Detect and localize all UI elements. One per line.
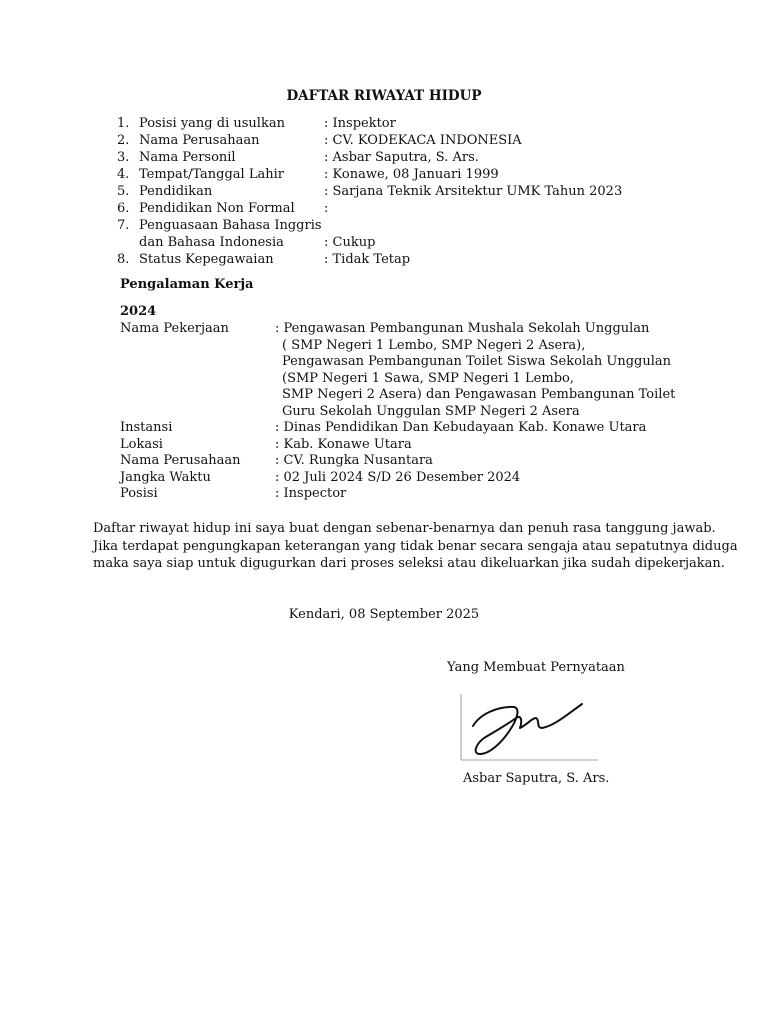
- job-value: : Kab. Konawe Utara: [275, 436, 412, 452]
- row-number: 7.: [117, 218, 130, 233]
- row-label: Status Kepegawaian: [139, 252, 274, 267]
- row-number: 8.: [117, 252, 130, 267]
- row-label: Pendidikan: [139, 184, 213, 199]
- job-value: : CV. Rungka Nusantara: [275, 453, 433, 468]
- declaration-line: Daftar riwayat hidup ini saya buat dengan sebenar-benarnya dan penuh rasa tanggung jawab.: [93, 521, 716, 536]
- row-value: : Sarjana Teknik Arsitektur UMK Tahun 2023: [324, 184, 623, 199]
- declaration-line: Jika terdapat pengungkapan keterangan yang tidak benar secara sengaja atau sepatutnya diduga: [93, 538, 738, 554]
- signer-name: Asbar Saputra, S. Ars.: [463, 771, 610, 786]
- job-label: Nama Perusahaan: [120, 453, 241, 468]
- row-number: 4.: [117, 167, 130, 182]
- job-label: Instansi: [120, 420, 173, 435]
- job-label: Posisi: [120, 486, 158, 501]
- row-number: 5.: [117, 184, 130, 199]
- job-label: Nama Pekerjaan: [120, 321, 229, 336]
- row-label-line: dan Bahasa Indonesia: [139, 234, 284, 250]
- declaration-paragraph: [93, 520, 738, 573]
- job-value: [275, 321, 675, 420]
- row-value: : CV. KODEKACA INDONESIA: [324, 133, 522, 148]
- row-label: Tempat/Tanggal Lahir: [139, 167, 284, 182]
- job-label: Lokasi: [120, 436, 163, 452]
- handwritten-signature: [458, 688, 598, 762]
- row-value: :: [324, 201, 329, 216]
- signature-stroke: [473, 704, 582, 754]
- experience-heading: Pengalaman Kerja: [120, 277, 254, 292]
- job-description-line: Guru Sekolah Unggulan SMP Negeri 2 Asera: [282, 403, 580, 419]
- row-label: Pendidikan Non Formal: [139, 201, 295, 216]
- row-value: : Tidak Tetap: [324, 252, 411, 267]
- row-label: [139, 218, 324, 251]
- row-number: 6.: [117, 201, 130, 216]
- job-label: Jangka Waktu: [120, 469, 211, 485]
- row-value: : Inspektor: [324, 116, 396, 131]
- job-value: : Inspector: [275, 486, 347, 501]
- row-label: Posisi yang di usulkan: [139, 116, 285, 131]
- place-date: Kendari, 08 September 2025: [288, 607, 480, 622]
- row-number: 2.: [117, 133, 130, 148]
- row-value: : Konawe, 08 Januari 1999: [324, 167, 499, 182]
- row-label: Nama Perusahaan: [139, 133, 260, 148]
- job-description-line: (SMP Negeri 1 Sawa, SMP Negeri 1 Lembo,: [282, 370, 574, 386]
- row-value: : Asbar Saputra, S. Ars.: [324, 150, 479, 165]
- row-value: : Cukup: [324, 235, 376, 250]
- job-value: : 02 Juli 2024 S/D 26 Desember 2024: [275, 469, 521, 485]
- row-number: 1.: [117, 116, 130, 131]
- document-title: DAFTAR RIWAYAT HIDUP: [286, 88, 482, 104]
- job-description-line: : Pengawasan Pembangunan Mushala Sekolah Unggulan: [275, 321, 650, 336]
- signature-caption: Yang Membuat Pernyataan: [447, 660, 625, 675]
- job-value: : Dinas Pendidikan Dan Kebudayaan Kab. Konawe Utara: [275, 420, 647, 435]
- job-description-line: ( SMP Negeri 1 Lembo, SMP Negeri 2 Asera),: [282, 337, 586, 353]
- experience-year: 2024: [120, 304, 157, 319]
- declaration-line: maka saya siap untuk digugurkan dari proses seleksi atau dikeluarkan jika sudah dipekerjakan.: [93, 556, 725, 571]
- row-label-line: Penguasaan Bahasa Inggris: [139, 218, 322, 233]
- job-description-line: SMP Negeri 2 Asera) dan Pengawasan Pembangunan Toilet: [282, 387, 676, 402]
- row-label: Nama Personil: [139, 150, 236, 165]
- row-number: 3.: [117, 150, 130, 165]
- job-description-line: Pengawasan Pembangunan Toilet Siswa Sekolah Unggulan: [282, 354, 671, 369]
